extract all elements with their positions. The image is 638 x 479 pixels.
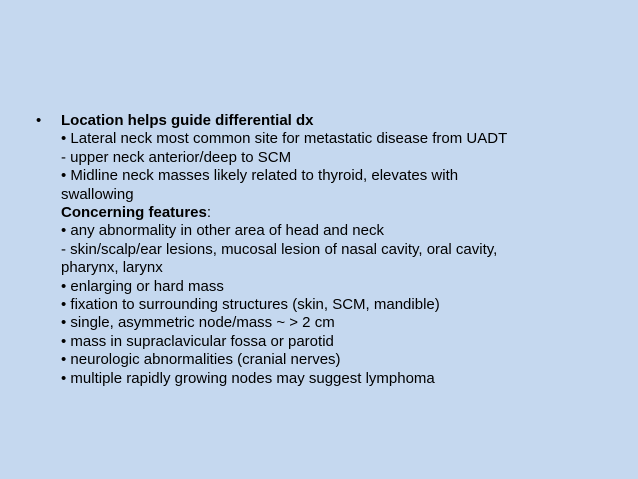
text-line: • Midline neck masses likely related to thyroid, elevates with <box>61 167 459 185</box>
bullet-body <box>61 112 616 388</box>
main-bullet <box>36 112 616 388</box>
slide-heading: Location helps guide differential dx <box>61 112 314 129</box>
text-line: pharynx, larynx <box>61 259 163 277</box>
concerning-colon: : <box>206 204 212 222</box>
text-line: • Lateral neck most common site for metastatic disease from UADT <box>61 130 508 148</box>
bullet-marker: • <box>36 112 42 129</box>
text-line: • multiple rapidly growing nodes may suggest lymphoma <box>61 369 435 387</box>
concerning-heading <box>61 204 616 222</box>
text-line: - skin/scalp/ear lesions, mucosal lesion of nasal cavity, oral cavity, <box>61 240 498 258</box>
text-line: • mass in supraclavicular fossa or parotid <box>61 332 334 350</box>
slide-content <box>36 112 616 388</box>
text-line: • single, asymmetric node/mass ~ > 2 cm <box>61 314 335 332</box>
text-line: • fixation to surrounding structures (skin, SCM, mandible) <box>61 296 440 314</box>
text-line: - upper neck anterior/deep to SCM <box>61 148 292 166</box>
text-line: • neurologic abnormalities (cranial nerves) <box>61 351 341 369</box>
text-line: swallowing <box>61 185 134 203</box>
text-line: • any abnormality in other area of head and neck <box>61 222 384 240</box>
concerning-label: Concerning features <box>61 204 207 222</box>
text-line: • enlarging or hard mass <box>61 277 224 295</box>
